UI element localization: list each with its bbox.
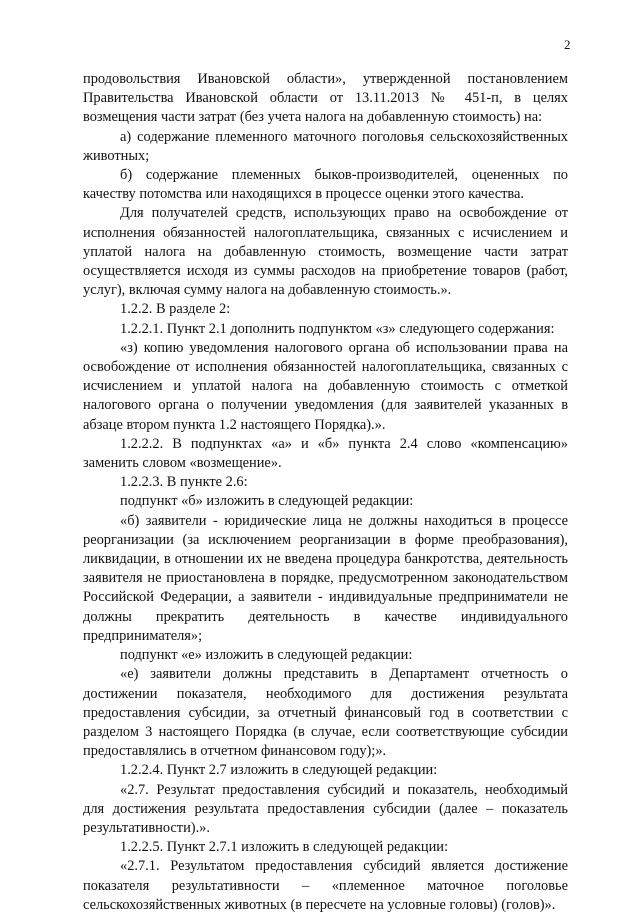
paragraph: 1.2.2.5. Пункт 2.7.1 изложить в следующей редакции: (120, 839, 449, 856)
paragraph: «б) заявители - юридические лица не должны находиться в процессе реорганизации (за исключением реорганизации в форме преобразования), ликвидации, в отношении их не введена процедура банкротства, деятельность заявителя не приостановлена в порядке, предусмотренном законодательством Российской Федерации, а заявители - индивидуальные предприниматели не должны прекратить деятельность в качестве индивидуального предпринимателя»; (83, 512, 568, 644)
paragraph: подпункт «е» изложить в следующей редакции: (120, 647, 413, 664)
document-body (83, 70, 568, 915)
paragraph: 1.2.2.1. Пункт 2.1 дополнить подпунктом «з» следующего содержания: (120, 320, 555, 337)
paragraph: продовольствия Ивановской области», утвержденной постановлением Правительства Ивановской области от 13.11.2013 № 451-п, в целях возмещения части затрат (без учета налога на добавленную стоимость) на: (83, 71, 568, 126)
paragraph: а) содержание племенного маточного поголовья сельскохозяйственных животных; (83, 128, 568, 164)
paragraph: «2.7.1. Результатом предоставления субсидий является достижение показателя результативности – «племенное маточное поголовье сельскохозяйственных животных (в пересчете на условные головы) (голов)». (83, 858, 568, 913)
paragraph: 1.2.2.4. Пункт 2.7 изложить в следующей редакции: (120, 762, 438, 779)
paragraph: «е) заявители должны представить в Департамент отчетность о достижении показателя, необходимого для достижения результата предоставления субсидии, за отчетный финансовый год в соответствии с разделом 3 настоящего Порядка (в случае, если соответствующие субсидии предоставлялись в отчетном финансовом году);». (83, 666, 568, 760)
paragraph: «2.7. Результат предоставления субсидий и показатель, необходимый для достижения результата предоставления субсидии (далее – показатель результативности).». (83, 781, 568, 836)
paragraph: «з) копию уведомления налогового органа об использовании права на освобождение от исполнения обязанностей налогоплательщика, связанных с исчислением и уплатой налога на добавленную стоимость с отметкой налогового органа о получении уведомления (для заявителей указанных в абзаце втором пункта 1.2 настоящего Порядка).». (83, 339, 568, 433)
paragraph: 1.2.2.2. В подпунктах «а» и «б» пункта 2.4 слово «компенсацию» заменить словом «возмещение». (83, 435, 568, 472)
paragraph: б) содержание племенных быков-производителей, оцененных по качеству потомства или находящихся в процессе оценки этого качества. (83, 167, 568, 203)
paragraph: Для получателей средств, использующих право на освобождение от исполнения обязанностей налогоплательщика, связанных с исчислением и уплатой налога на добавленную стоимость, возмещение части затрат осуществляется исходя из суммы расходов на приобретение товаров (работ, услуг), включая сумму налога на добавленную стоимость.». (83, 205, 568, 299)
paragraph: подпункт «б» изложить в следующей редакции: (120, 493, 414, 510)
page-number: 2 (564, 37, 571, 52)
paragraph: 1.2.2. В разделе 2: (120, 301, 231, 318)
paragraph: 1.2.2.3. В пункте 2.6: (120, 474, 248, 491)
